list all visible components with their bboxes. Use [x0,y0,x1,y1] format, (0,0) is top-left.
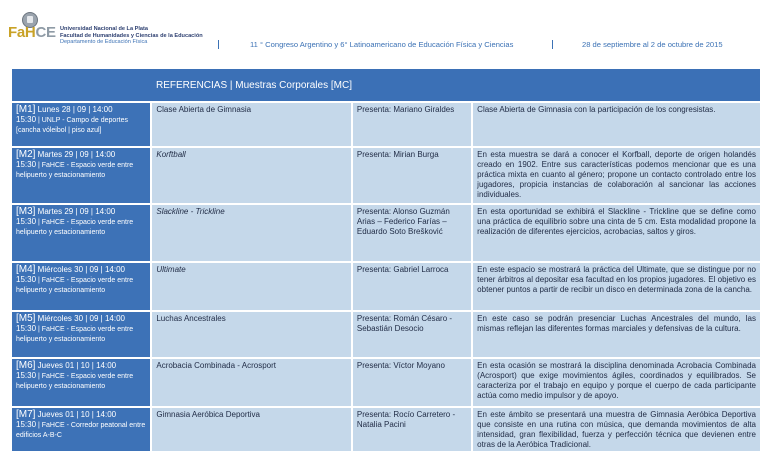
muestra-code: [M4] [16,264,36,275]
muestra-place: | FaHCE - Espacio verde entre helipuerto y estacionamiento [16,373,134,390]
muestra-code: [M2] [16,149,36,160]
muestra-place: | FaHCE - Espacio verde entre helipuerto y estacionamiento [16,162,134,179]
table-row [12,359,760,406]
muestra-code: [M1] [16,104,36,115]
muestra-title-cell [152,263,351,310]
muestra-description: En este caso se podrán presenciar Luchas Ancestrales del mundo, las mismas reflejan las diferentes formas marciales y defensivas de la cultura. [477,314,756,333]
muestra-title: Ultimate [156,265,186,274]
muestra-title-cell [152,312,351,357]
references-table-wrapper [10,67,762,453]
department-name: Departamento de Educación Física [60,39,148,46]
presenter-cell [353,359,471,406]
muestra-end-time: 15:30 [16,420,37,429]
table-row [12,312,760,357]
header-separator [552,40,553,49]
schedule-cell [12,408,150,451]
schedule-cell [12,205,150,261]
muestra-title-cell [152,148,351,203]
muestra-place: | FaHCE - Corredor peatonal entre edificios A-B-C [16,422,146,439]
institution-block [60,26,203,46]
schedule-cell [12,263,150,310]
description-cell [473,312,760,357]
page-header [0,0,768,60]
table-row [12,408,760,451]
muestra-when: Miércoles 30 | 09 | 14:00 [35,314,125,323]
muestra-presenter: Presenta: Gabriel Larroca [356,265,449,274]
presenter-cell [353,103,471,146]
header-separator [218,40,219,49]
university-name: Universidad Nacional de La Plata [60,26,148,32]
muestra-end-time: 15:30 [16,371,37,380]
congress-title: 11 ° Congreso Argentino y 6° Latinoamericano de Educación Física y Ciencias [250,40,514,49]
muestra-end-time: 15:30 [16,160,37,169]
congress-dates: 28 de septiembre al 2 de octubre de 2015 [582,40,723,49]
muestra-presenter: Presenta: Alonso Guzmán Arias – Federico Farías – Eduardo Soto Brešković [356,207,450,236]
muestra-title-cell [152,408,351,451]
muestra-title: Gimnasia Aeróbica Deportiva [156,410,260,419]
description-cell [473,263,760,310]
table-banner: REFERENCIAS | Muestras Corporales [MC] [12,69,760,101]
muestra-code: [M5] [16,313,36,324]
muestra-presenter: Presenta: Rocío Carretero - Natalia Pacini [356,410,456,429]
description-cell [473,359,760,406]
muestra-presenter: Presenta: Mirian Burga [356,150,439,159]
muestra-title: Slackline - Trickline [156,207,225,216]
muestra-presenter: Presenta: Román Césaro - Sebastián Desocio [356,314,453,333]
muestra-title-cell [152,205,351,261]
faculty-name: Facultad de Humanidades y Ciencias de la Educación [60,32,203,39]
fahce-logo [8,12,58,42]
muestra-title: Clase Abierta de Gimnasia [156,105,252,114]
muestra-description: En esta ocasión se mostrará la disciplina denominada Acrobacia Combinada (Acrosport) que exige movimientos ágiles, coordinados y equilibrados. Se caracteriza por el trabajo en equipo y porque el cuerpo de cada participante actúa como medio impulsor y de apoyo. [477,361,756,400]
muestra-end-time: 15:30 [16,275,37,284]
muestra-end-time: 15:30 [16,115,37,124]
muestra-when: Miércoles 30 | 09 | 14:00 [35,265,125,274]
table-row [12,263,760,310]
muestra-presenter: Presenta: Víctor Moyano [356,361,445,370]
muestra-place: | FaHCE - Espacio verde entre helipuerto y estacionamiento [16,219,134,236]
muestra-description: En este espacio se mostrará la práctica del Ultimate, que se distingue por no tener árbitros al depositar esa facultad en los propios jugadores. El objetivo es obtener puntos a partir de recibir un disco en determinada zona de la cancha. [477,265,756,294]
description-cell [473,103,760,146]
table-banner-row [12,69,760,101]
references-table [10,67,762,453]
muestra-description: En esta muestra se dará a conocer el Korfball, deporte de origen holandés creado en 1902. Entre sus características podemos mencionar que es una práctica mixta en cuanto al género; propone un contacto controlado entre los jugadores, propicia instancias de colaboración al sancionar las acciones individuales. [477,150,756,199]
muestra-title: Luchas Ancestrales [156,314,226,323]
muestra-code: [M3] [16,206,36,217]
table-row [12,205,760,261]
presenter-cell [353,408,471,451]
presenter-cell [353,205,471,261]
description-cell [473,205,760,261]
muestra-title: Korftball [156,150,186,159]
muestra-place: | UNLP - Campo de deportes [cancha vóleibol | piso azul] [16,117,128,134]
muestra-presenter: Presenta: Mariano Giraldes [356,105,455,114]
muestra-title: Acrobacia Combinada - Acrosport [156,361,276,370]
schedule-cell [12,103,150,146]
description-cell [473,148,760,203]
presenter-cell [353,312,471,357]
muestra-end-time: 15:30 [16,217,37,226]
muestra-place: | FaHCE - Espacio verde entre helipuerto y estacionamiento [16,326,134,343]
muestra-description: En este ámbito se presentará una muestra de Gimnasia Aeróbica Deportiva que consiste en una rutina con música, que demanda movimientos de alta intensidad, gran flexibilidad, fuerza y perfección técnica que devienen entre otras de la Aeróbica Tradicional. [477,410,756,449]
muestra-when: Martes 29 | 09 | 14:00 [35,207,116,216]
muestra-when: Martes 29 | 09 | 14:00 [35,150,116,159]
schedule-cell [12,312,150,357]
logo-hce: CE [35,24,56,41]
muestra-place: | FaHCE - Espacio verde entre helipuerto y estacionamiento [16,277,134,294]
muestra-description: En esta oportunidad se exhibirá el Slackline - Trickline que se define como una práctica de equilibrio sobre una cinta de 5 cm. Esta modalidad propone la realización de diferentes ejercicios, acrobacias, saltos y giros. [477,207,756,236]
logo-wordmark [8,24,56,41]
table-row [12,148,760,203]
logo-fa: FaH [8,24,36,41]
muestra-title-cell [152,103,351,146]
schedule-cell [12,359,150,406]
presenter-cell [353,263,471,310]
description-cell [473,408,760,451]
presenter-cell [353,148,471,203]
muestra-when: Lunes 28 | 09 | 14:00 [35,105,113,114]
muestra-description: Clase Abierta de Gimnasia con la participación de los congresistas. [477,105,716,114]
muestra-when: Jueves 01 | 10 | 14:00 [35,361,117,370]
muestra-end-time: 15:30 [16,324,37,333]
muestra-when: Jueves 01 | 10 | 14:00 [35,410,117,419]
muestra-title-cell [152,359,351,406]
table-row [12,103,760,146]
muestra-code: [M6] [16,360,36,371]
schedule-cell [12,148,150,203]
muestra-code: [M7] [16,409,36,420]
